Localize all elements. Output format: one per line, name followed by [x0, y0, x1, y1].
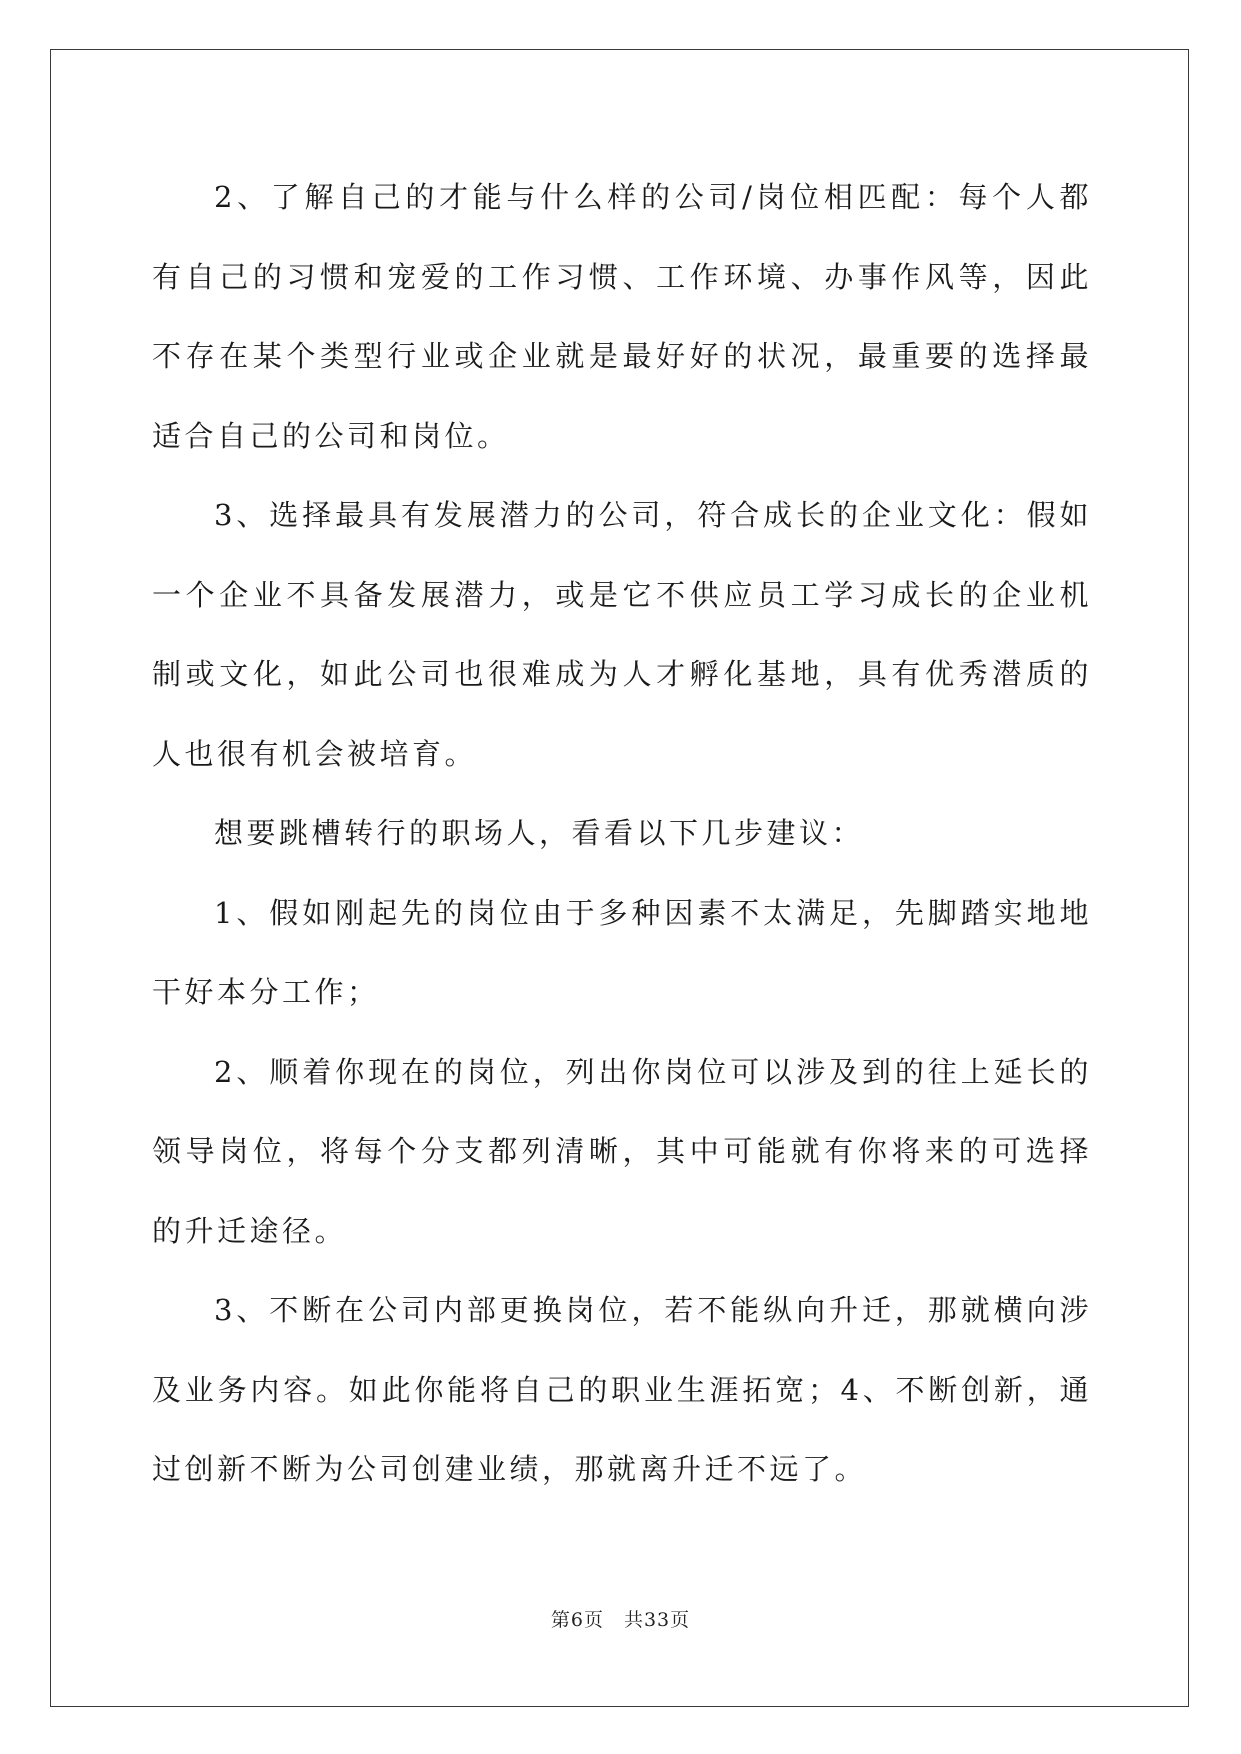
paragraph-career-change-intro: 想要跳槽转行的职场人，看看以下几步建议： — [214, 816, 865, 850]
page-footer — [0, 1605, 1241, 1632]
paragraph-company-match: 2、了解自己的才能与什么样的公司/岗位相匹配：每个人都有自己的习惯和宠爱的工作习惯、工作环境、办事作风等，因此不存在某个类型行业或企业就是最好好的状况，最重要的选择最适合自己的公司和岗位。 — [152, 180, 1092, 453]
current-page-number: 第6页 — [550, 1609, 604, 1631]
paragraph-development-potential: 3、选择最具有发展潜力的公司，符合成长的企业文化：假如一个企业不具备发展潜力，或是它不供应员工学习成长的企业机制或文化，如此公司也很难成为人才孵化基地，具有优秀潜质的人也很有机会被培育。 — [152, 498, 1092, 771]
total-page-count: 共33页 — [623, 1609, 691, 1631]
paragraph-suggestion-1: 1、假如刚起先的岗位由于多种因素不太满足，先脚踏实地地干好本分工作； — [152, 895, 1092, 1009]
paragraph-suggestion-3-4: 3、不断在公司内部更换岗位，若不能纵向升迁，那就横向涉及业务内容。如此你能将自己的职业生涯拓宽；4、不断创新，通过创新不断为公司创建业绩，那就离升迁不远了。 — [152, 1293, 1092, 1486]
paragraph-suggestion-2: 2、顺着你现在的岗位，列出你岗位可以涉及到的往上延长的领导岗位，将每个分支都列清晰，其中可能就有你将来的可选择的升迁途径。 — [152, 1054, 1092, 1248]
document-body — [152, 158, 1092, 1510]
